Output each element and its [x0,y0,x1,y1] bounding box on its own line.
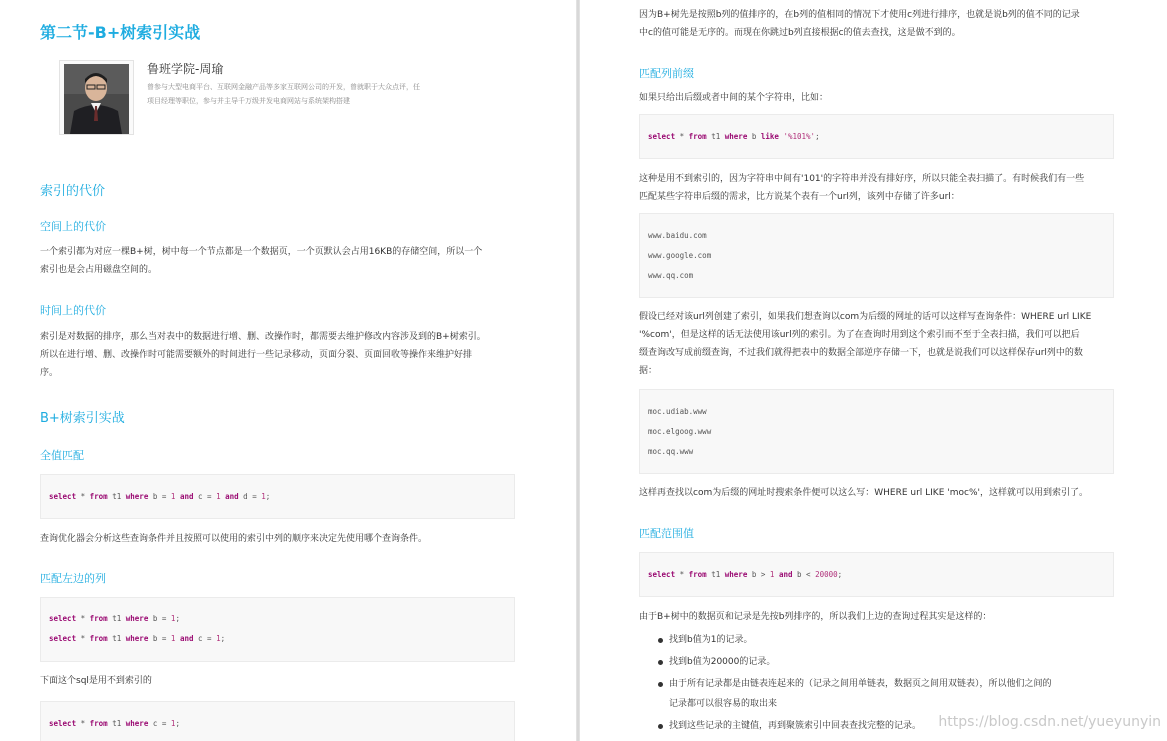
code-line: select * from t1 where b = 1; [49,614,180,623]
list-item: 记录都可以很容易的取出来 [669,699,778,709]
list-item: 由于所有记录都是由链表连起来的（记录之间用单链表，数据页之间用双链表），所以他们之间的 [669,679,1052,689]
paragraph: 索引是对数据的排序，那么当对表中的数据进行增、删、改操作时，都需要去维护修改内容涉及到的B+树索引。 [40,332,486,342]
code-line: moc.udiab.www [648,407,707,416]
author-name: 鲁班学院-周瑜 [147,62,224,76]
paragraph: 这种是用不到索引的，因为字符串中间有'101'的字符串并没有排好序，所以只能全表扫描了。有时候我们有一些 [639,174,1085,184]
page-title: 第二节-B+树索引实战 [40,23,201,42]
paragraph: 由于B+树中的数据页和记录是先按b列排序的，所以我们上边的查询过程其实是这样的： [639,612,992,622]
paragraph: 查询优化器会分析这些查询条件并且按照可以使用的索引中列的顺序来决定先使用哪个查询条件。 [40,534,428,544]
code-line: moc.qq.www [648,447,694,456]
author-bio: 曾参与大型电商平台、互联网金融产品等多家互联网公司的开发，曾就职于大众点评，任 [147,83,420,91]
code-line: select * from t1 where c = 1; [49,719,180,728]
code-block [40,597,515,662]
paragraph: 据： [639,366,658,376]
list-item: 找到这些记录的主键值，再到聚簇索引中回表查找完整的记录。 [669,721,922,731]
bullet-dot-icon [658,638,663,643]
code-line: select * from t1 where b like '%101%'; [648,132,820,141]
code-block [639,213,1114,298]
author-photo [59,60,134,135]
code-block [639,552,1114,597]
paragraph: 因为B+树先是按照b列的值排序的，在b列的值相同的情况下才使用c列进行排序，也就是说b列的值不同的记录 [639,10,1080,20]
subsection-heading: 匹配左边的列 [40,572,106,585]
right-page [580,0,1167,741]
code-line: select * from t1 where b > 1 and b < 20000; [648,570,843,579]
code-line: moc.elgoog.www [648,427,712,436]
paragraph: 下面这个sql是用不到索引的 [40,676,152,686]
code-line: www.qq.com [648,271,694,280]
left-page [0,0,576,741]
code-line: select * from t1 where b = 1 and c = 1 and d = 1; [49,492,271,501]
watermark: https://blog.csdn.net/yueyunyin [938,714,1161,730]
subsection-heading: 匹配范围值 [639,527,694,540]
code-block [40,474,515,519]
author-portrait-icon [60,61,133,134]
paragraph: 如果只给出后缀或者中间的某个字符串，比如： [639,93,829,103]
author-bio: 项目经理等职位，参与并主导千万级并发电商网站与系统架构搭建 [147,97,350,105]
code-block [639,389,1114,474]
paragraph: 缀查询改写成前缀查询，不过我们就得把表中的数据全部逆序存储一下，也就是说我们可以这样保存url列中的数 [639,348,1083,358]
bullet-dot-icon [658,724,663,729]
bullet-dot-icon [658,682,663,687]
section-heading: 索引的代价 [40,184,106,199]
paragraph: 所以在进行增、删、改操作时可能需要额外的时间进行一些记录移动，页面分裂、页面回收等操作来维护好排 [40,350,473,360]
code-block [639,114,1114,159]
subsection-heading: 空间上的代价 [40,220,106,233]
code-line: www.google.com [648,251,712,260]
code-line: www.baidu.com [648,231,707,240]
paragraph: 这样再查找以com为后缀的网址时搜索条件便可以这么写：WHERE url LIKE 'moc%'，这样就可以用到索引了。 [639,488,1088,498]
paragraph: 序。 [40,368,59,378]
paragraph: 中c的值可能是无序的。而现在你跳过b列直接根据c的值去查找，这是做不到的。 [639,28,961,38]
code-line: select * from t1 where b = 1 and c = 1; [49,634,226,643]
paragraph: 匹配某些字符串后缀的需求，比方说某个表有一个url列，该列中存储了许多url： [639,192,960,202]
list-item: 找到b值为20000的记录。 [669,657,776,667]
bullet-dot-icon [658,660,663,665]
paragraph: 假设已经对该url列创建了索引，如果我们想查询以com为后缀的网址的话可以这样写查询条件：WHERE url LIKE [639,312,1092,322]
code-block [40,701,515,741]
subsection-heading: 全值匹配 [40,449,84,462]
subsection-heading: 匹配列前缀 [639,67,694,80]
subsection-heading: 时间上的代价 [40,304,106,317]
list-item: 找到b值为1的记录。 [669,635,753,645]
paragraph: '%com'，但是这样的话无法使用该url列的索引。为了在查询时用到这个索引而不至于全表扫描，我们可以把后 [639,330,1080,340]
paragraph: 索引也是会占用磁盘空间的。 [40,265,158,275]
section-heading: B+树索引实战 [40,411,125,426]
paragraph: 一个索引都为对应一棵B+树，树中每一个节点都是一个数据页，一个页默认会占用16KB的存储空间，所以一个 [40,247,483,257]
